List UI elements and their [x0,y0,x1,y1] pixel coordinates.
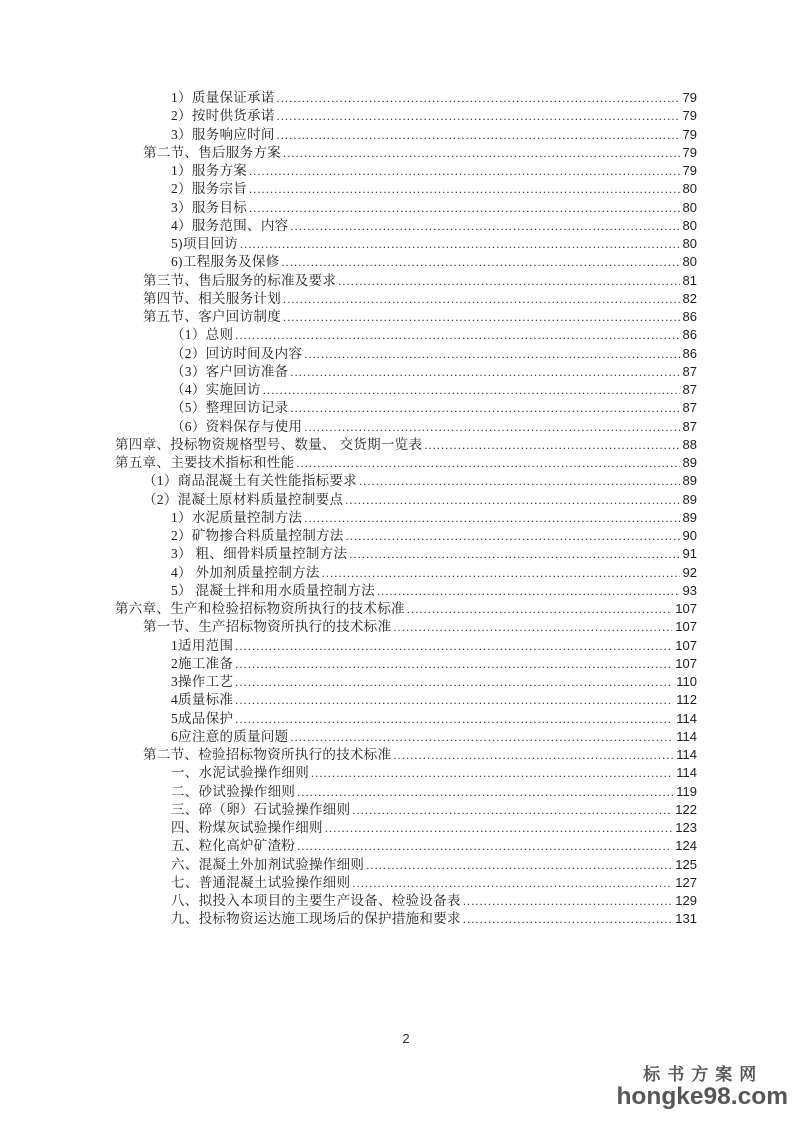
toc-entry-page-number: 89 [682,473,697,489]
toc-entry-page-number: 79 [682,90,697,105]
toc-entry-title: 四、粉煤灰试验操作细则 [171,820,323,835]
toc-entry[interactable] [115,545,697,563]
toc-entry[interactable] [115,399,697,417]
toc-entry-page-number: 89 [682,509,697,525]
toc-entry-page-number: 122 [675,801,697,817]
toc-leader-dots [235,691,673,709]
toc-entry-title: 第二节、检验招标物资所执行的技术标准 [143,747,392,762]
toc-entry[interactable] [115,728,697,746]
toc-entry-page-number: 114 [676,710,697,726]
toc-leader-dots [338,272,679,290]
toc-leader-dots [322,564,680,582]
toc-entry-title: 第四章、投标物资规格型号、数量、 交货期一览表 [115,436,423,452]
toc-leader-dots [235,326,679,344]
toc-entry-title: 1）水泥质量控制方法 [171,509,303,525]
toc-entry-page-number: 129 [675,893,697,908]
toc-entry[interactable] [115,491,697,509]
toc-entry[interactable] [115,180,697,198]
toc-entry[interactable] [115,436,697,454]
toc-entry-title: 第四节、相关服务计划 [143,290,281,306]
toc-entry[interactable] [115,600,697,618]
toc-entry-page-number: 87 [682,363,697,379]
toc-leader-dots [463,910,672,928]
toc-entry-title: 一、水泥试验操作细则 [171,765,309,781]
toc-entry-page-number: 92 [682,564,697,580]
toc-entry-title: （5）整理回访记录 [171,400,289,416]
toc-entry-title: 4） 外加剂质量控制方法 [171,564,320,580]
toc-entry[interactable] [115,564,697,582]
toc-entry-title: （6）资料保存与使用 [171,418,303,434]
toc-entry-title: 六、混凝土外加剂试验操作细则 [171,856,365,872]
toc-entry-title: 第五节、客户回访制度 [143,309,281,324]
toc-leader-dots [281,253,679,271]
toc-entry-page-number: 79 [682,126,697,142]
toc-entry-title: 5） 混凝土拌和用水质量控制方法 [171,582,375,598]
toc-entry[interactable] [115,144,697,162]
toc-entry-page-number: 123 [675,820,697,835]
watermark-site-name: 标书方案网 [643,1065,764,1084]
toc-entry-page-number: 91 [682,546,697,562]
toc-entry-page-number: 79 [682,108,697,124]
toc-entry[interactable] [115,509,697,527]
toc-entry-page-number: 87 [682,382,697,397]
toc-entry-page-number: 125 [675,856,697,872]
toc-entry[interactable] [115,582,697,600]
toc-entry-page-number: 119 [676,783,697,799]
toc-leader-dots [407,600,672,618]
toc-entry-page-number: 114 [676,765,697,781]
toc-entry-title: 二、砂试验操作细则 [171,783,296,799]
toc-entry-page-number: 80 [682,181,697,197]
toc-leader-dots [424,436,679,454]
toc-entry-page-number: 90 [682,528,697,543]
toc-entry-title: 第五章、主要技术指标和性能 [115,455,295,470]
toc-entry-page-number: 131 [675,911,697,927]
toc-leader-dots [296,454,679,472]
toc-entry-page-number: 107 [675,637,697,653]
toc-entry-page-number: 114 [676,728,697,744]
toc-entry-page-number: 81 [682,272,697,288]
toc-entry-page-number: 79 [682,144,697,160]
toc-entry-page-number: 87 [682,418,697,434]
toc-entry-title: 1适用范围 [171,637,234,653]
toc-entry[interactable] [115,655,697,673]
toc-entry-title: （2）混凝土原材料质量控制要点 [143,491,344,507]
footer-page-number: 2 [402,1031,410,1046]
toc-entry[interactable] [115,272,697,290]
toc-entry-title: 三、碎（卵）石试验操作细则 [171,801,351,817]
toc-leader-dots [352,874,672,892]
toc-leader-dots [346,527,680,545]
toc-entry-page-number: 127 [675,874,697,890]
toc-entry-title: 第二节、售后服务方案 [143,144,281,160]
toc-entry-page-number: 86 [682,309,697,324]
toc-entry[interactable] [115,856,697,874]
toc-entry[interactable] [115,892,697,910]
toc-leader-dots [249,180,679,198]
toc-leader-dots [283,144,680,162]
toc-entry[interactable] [115,454,697,472]
toc-entry-title: 2）服务宗旨 [171,181,248,197]
toc-entry-page-number: 107 [675,601,697,616]
toc-entry[interactable] [115,746,697,764]
toc-leader-dots [325,819,672,837]
toc-leader-dots [290,217,679,235]
toc-leader-dots [235,655,672,673]
toc-leader-dots [263,381,680,399]
toc-leader-dots [277,107,680,125]
toc-entry-title: 5成品保护 [171,710,234,726]
toc-leader-dots [366,856,672,874]
toc-entry-page-number: 107 [675,655,697,671]
toc-entry[interactable] [115,126,697,144]
toc-entry-title: 1）服务方案 [171,163,248,178]
toc-leader-dots [297,837,672,855]
toc-leader-dots [235,673,673,691]
toc-entry-title: （3）客户回访准备 [171,363,289,379]
toc-list [115,89,697,929]
toc-entry[interactable] [115,691,697,709]
toc-entry[interactable] [115,764,697,782]
toc-leader-dots [345,491,679,509]
toc-leader-dots [283,308,680,326]
toc-entry-title: 3） 粗、细骨料质量控制方法 [171,546,348,562]
toc-entry[interactable] [115,290,697,308]
toc-entry-page-number: 80 [682,217,697,233]
toc-entry-page-number: 107 [675,619,697,635]
toc-entry[interactable] [115,162,697,180]
toc-entry-page-number: 93 [682,582,697,598]
toc-entry[interactable] [115,107,697,125]
toc-entry-title: 第一节、生产招标物资所执行的技术标准 [143,619,392,635]
toc-entry[interactable] [115,472,697,490]
toc-leader-dots [393,618,672,636]
toc-entry[interactable] [115,910,697,928]
toc-leader-dots [235,637,672,655]
toc-entry-title: 第六章、生产和检验招标物资所执行的技术标准 [115,601,405,616]
toc-entry[interactable] [115,418,697,436]
toc-entry-page-number: 110 [676,674,697,689]
toc-entry-title: 4）服务范围、内容 [171,217,289,233]
toc-entry[interactable] [115,308,697,326]
watermark [616,1066,788,1110]
toc-leader-dots [377,582,680,600]
toc-entry-page-number: 80 [682,199,697,215]
toc-entry[interactable] [115,381,697,399]
toc-entry-page-number: 112 [676,692,697,708]
toc-entry-title: 2施工准备 [171,655,234,671]
toc-entry[interactable] [115,710,697,728]
toc-leader-dots [240,235,679,253]
toc-entry-page-number: 88 [682,436,697,452]
toc-entry-title: 2）按时供货承诺 [171,108,275,124]
toc-leader-dots [277,126,680,144]
toc-leader-dots [349,545,679,563]
toc-entry-title: （1）商品混凝土有关性能指标要求 [143,473,358,489]
toc-entry[interactable] [115,217,697,235]
toc-leader-dots [249,162,679,180]
toc-entry[interactable] [115,345,697,363]
toc-leader-dots [290,728,673,746]
toc-entry-page-number: 79 [682,163,697,178]
toc-leader-dots [311,764,673,782]
toc-entry-page-number: 87 [682,400,697,416]
toc-leader-dots [463,892,672,910]
toc-entry-title: 第三节、售后服务的标准及要求 [143,272,337,288]
toc-leader-dots [290,399,679,417]
toc-entry-title: （4）实施回访 [171,382,261,397]
toc-entry-title: （2）回访时间及内容 [171,345,303,361]
toc-entry-title: 九、投标物资运达施工现场后的保护措施和要求 [171,911,461,927]
toc-leader-dots [304,418,679,436]
toc-entry-title: 3）服务响应时间 [171,126,275,142]
toc-entry[interactable] [115,637,697,655]
toc-entry-page-number: 124 [675,838,697,854]
toc-entry[interactable] [115,618,697,636]
toc-entry-page-number: 89 [682,491,697,507]
toc-entry-title: 五、粒化高炉矿渣粉 [171,838,296,854]
toc-entry-page-number: 89 [682,455,697,470]
toc-entry[interactable] [115,326,697,344]
toc-entry-title: 5)项目回访 [171,236,239,251]
toc-entry[interactable] [115,874,697,892]
toc-entry[interactable] [115,89,697,107]
toc-entry-title: 4质量标准 [171,692,234,708]
toc-entry[interactable] [115,783,697,801]
toc-entry-page-number: 82 [682,290,697,306]
toc-entry-page-number: 86 [682,345,697,361]
toc-leader-dots [249,199,679,217]
toc-entry[interactable] [115,801,697,819]
toc-leader-dots [297,783,673,801]
toc-leader-dots [359,472,679,490]
toc-leader-dots [290,363,679,381]
toc-leader-dots [277,89,680,107]
toc-leader-dots [304,345,679,363]
toc-entry[interactable] [115,253,697,271]
toc-entry[interactable] [115,837,697,855]
toc-entry-title: 3操作工艺 [171,674,234,689]
toc-entry[interactable] [115,673,697,691]
toc-entry[interactable] [115,235,697,253]
toc-entry[interactable] [115,363,697,381]
watermark-site-url: hongke98.com [616,1083,788,1110]
toc-entry-page-number: 80 [682,254,697,270]
toc-entry-title: 3）服务目标 [171,199,248,215]
toc-entry-title: 6应注意的质量问题 [171,728,289,744]
toc-entry-title: 八、拟投入本项目的主要生产设备、检验设备表 [171,893,461,908]
toc-leader-dots [235,710,673,728]
toc-leader-dots [304,509,679,527]
toc-leader-dots [283,290,680,308]
toc-leader-dots [352,801,672,819]
toc-entry-title: 七、普通混凝土试验操作细则 [171,874,351,890]
toc-entry[interactable] [115,527,697,545]
toc-entry-page-number: 114 [676,747,697,762]
toc-entry-page-number: 80 [682,236,697,251]
toc-entry-title: 6)工程服务及保修 [171,254,280,270]
toc-entry-title: 2）矿物掺合料质量控制方法 [171,528,344,543]
toc-entry[interactable] [115,199,697,217]
toc-leader-dots [393,746,673,764]
toc-entry-page-number: 86 [682,327,697,343]
toc-entry[interactable] [115,819,697,837]
toc-entry-title: （1）总则 [171,327,234,343]
toc-entry-title: 1）质量保证承诺 [171,90,275,105]
